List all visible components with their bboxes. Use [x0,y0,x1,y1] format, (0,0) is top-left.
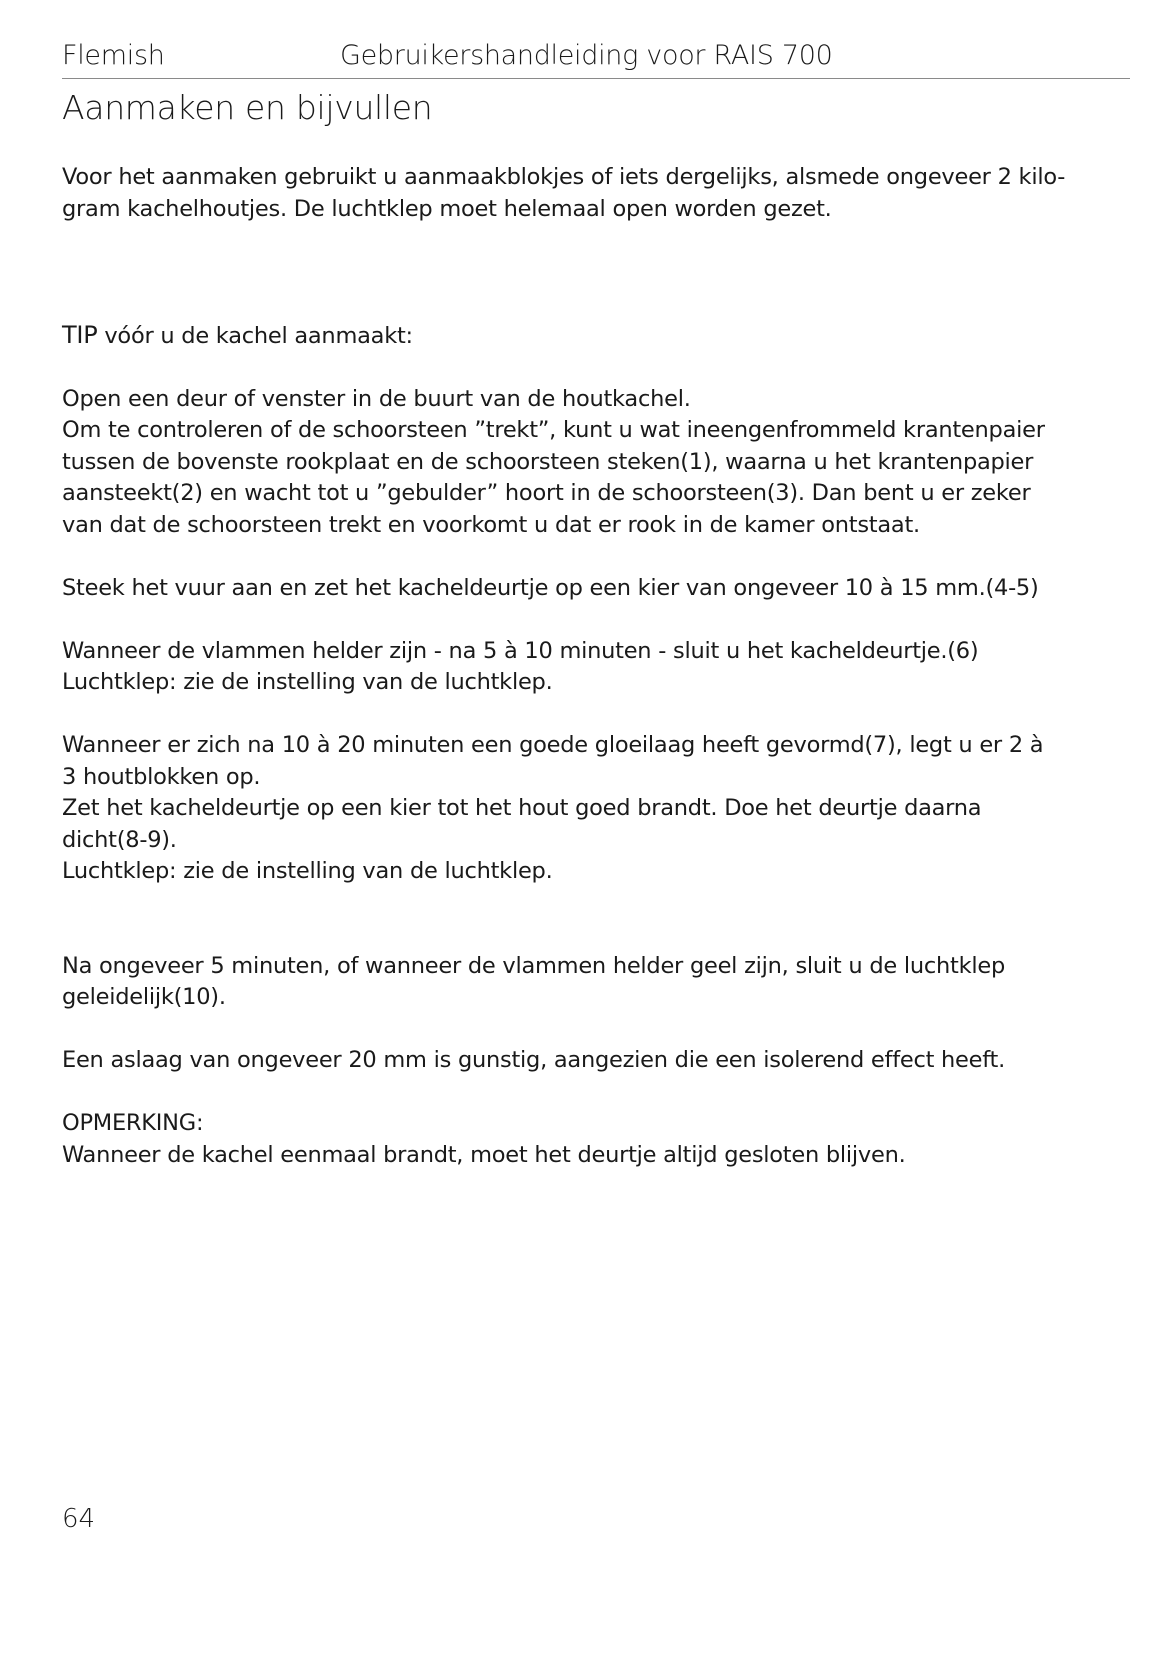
page-number: 64 [62,1504,96,1534]
paragraph-1-line-4: aansteekt(2) en wacht tot u ”gebulder” hoort in de schoorsteen(3). Dan bent u er zeker [62,480,1031,506]
paragraph-3-line-1: Wanneer de vlammen helder zijn - na 5 à 10 minuten - sluit u het kacheldeurtje.(6) [62,637,979,664]
note-label: OPMERKING: [62,1110,204,1136]
header-language: Flemish [62,40,165,71]
paragraph-1-line-1: Open een deur of venster in de buurt van de houtkachel. [62,385,691,412]
paragraph-4-line-5: Luchtklep: zie de instelling van de luchtklep. [62,858,553,884]
paragraph-5-line-1: Na ongeveer 5 minuten, of wanneer de vlammen helder geel zijn, sluit u de luchtklep [62,952,1005,979]
paragraph-4-line-3: Zet het kacheldeurtje op een kier tot het hout goed brandt. Doe het deurtje daarna [62,795,982,821]
header-title: Gebruikershandleiding voor RAIS 700 [340,40,833,71]
tip-heading [62,320,1140,353]
paragraph-2-line-1: Steek het vuur aan en zet het kacheldeurtje op een kier van ongeveer 10 à 15 mm.(4-5) [62,574,1039,601]
page-header [62,40,1130,79]
paragraph-1-line-5: van dat de schoorsteen trekt en voorkomt u dat er rook in de kamer ontstaat. [62,511,920,538]
body-text [62,162,1140,1171]
paragraph-3-line-2: Luchtklep: zie de instelling van de luchtklep. [62,669,553,695]
paragraph-1-line-3: tussen de bovenste rookplaat en de schoorsteen steken(1), waarna u het krantenpapier [62,448,1034,475]
manual-page [62,0,1130,1654]
intro-line-2: gram kachelhoutjes. De luchtklep moet helemaal open worden gezet. [62,195,832,222]
paragraph-1-line-2: Om te controleren of de schoorsteen ”trekt”, kunt u wat ineengenfrommeld krantenpaier [62,417,1045,443]
tip-heading-rest: vóór u de kachel aanmaakt: [97,322,413,349]
paragraph-4-line-4: dicht(8-9). [62,826,177,853]
page-title: Aanmaken en bijvullen [62,88,433,127]
paragraph-5-line-2: geleidelijk(10). [62,984,226,1010]
intro-line-1: Voor het aanmaken gebruikt u aanmaakblokjes of iets dergelijks, alsmede ongeveer 2 kilo- [62,164,1066,190]
tip-label: TIP [62,320,98,349]
note-text: Wanneer de kachel eenmaal brandt, moet het deurtje altijd gesloten blijven. [62,1141,906,1168]
paragraph-4-line-1: Wanneer er zich na 10 à 20 minuten een goede gloeilaag heeft gevormd(7), legt u er 2 à [62,732,1044,758]
paragraph-4-line-2: 3 houtblokken op. [62,763,261,790]
paragraph-6-line-1: Een aslaag van ongeveer 20 mm is gunstig, aangezien die een isolerend effect heeft. [62,1047,1005,1073]
